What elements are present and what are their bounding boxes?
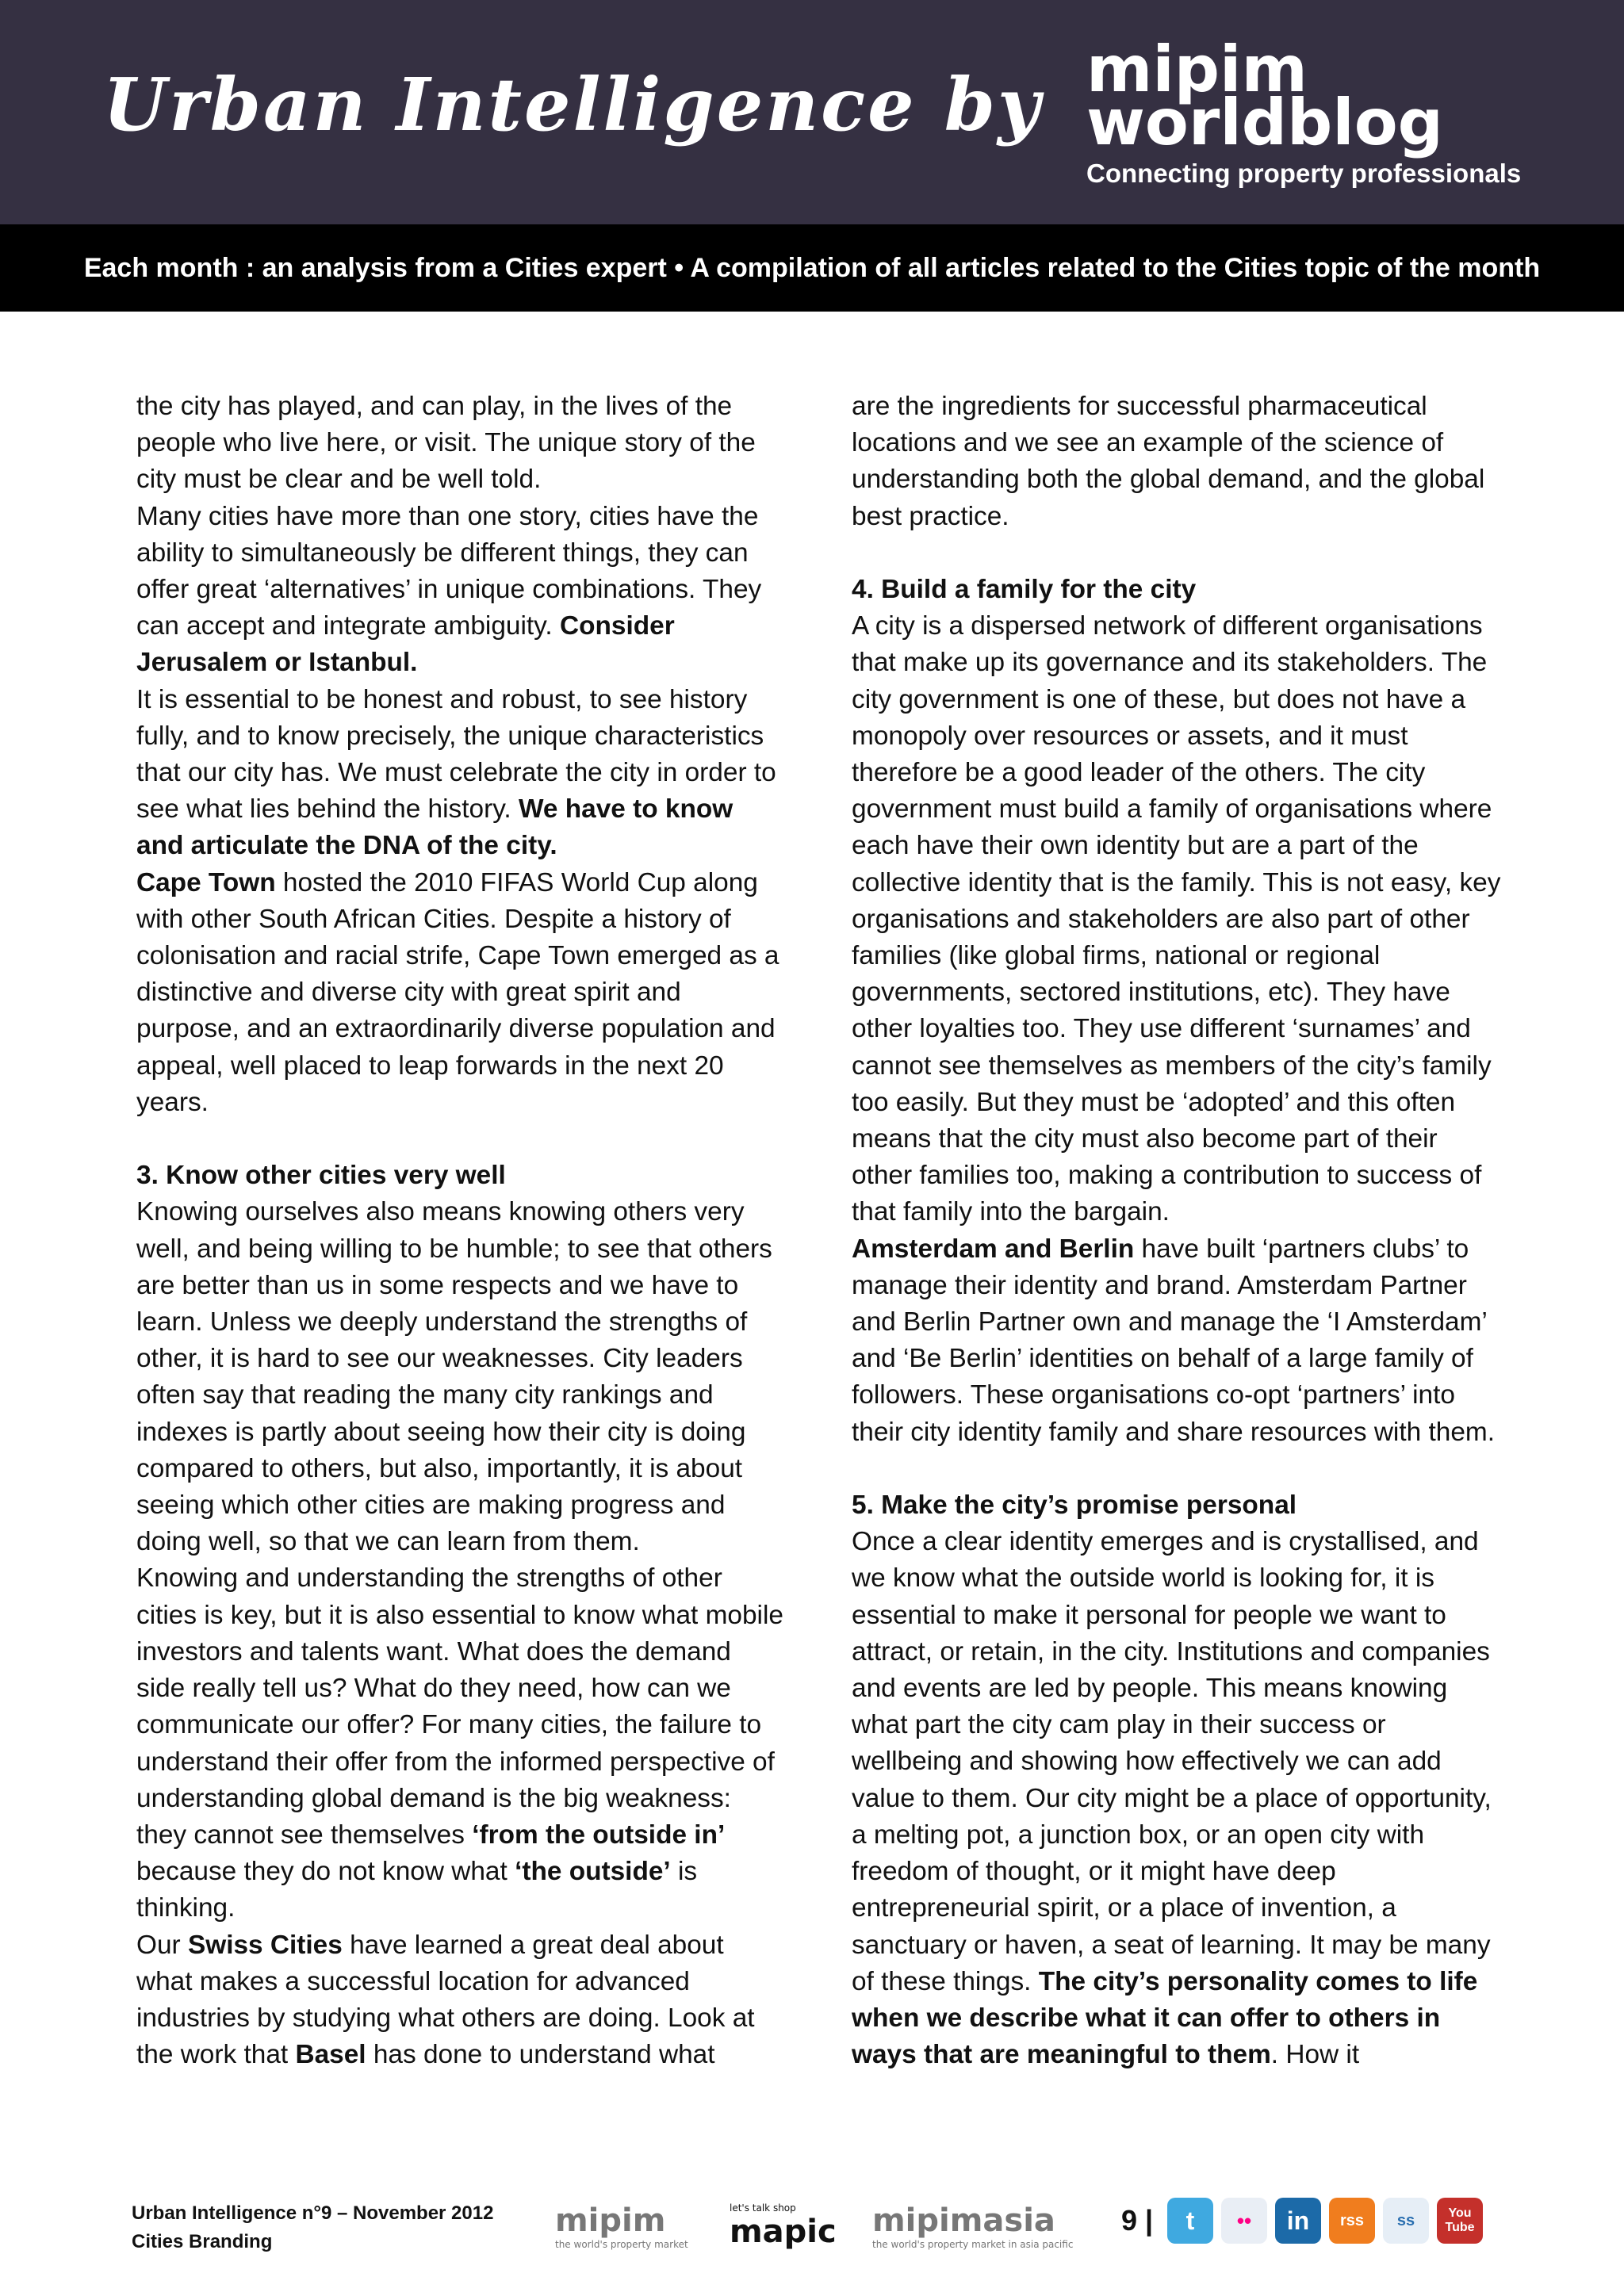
linkedin-icon[interactable]: in <box>1275 2198 1321 2244</box>
paragraph: are the ingredients for successful pharmaceutical locations and we see an example of the science of understanding both the global demand, and the global best practice. <box>852 392 1485 531</box>
paragraph: A city is a dispersed network of different organisations that make up its governance and its stakeholders. The city government is one of these, but does not have a monopoly over resources or assets, and it must therefore be a good leader of the others. The city government must build a family of organisations where each have their own identity but are a part of the collective identity that is the family. This is not easy, key organisations and stakeholders are also part of other families (like global firms, national or regional governments, sectored institutions, etc). They have other loyalties too. They use different ‘surnames’ and cannot see themselves as members of the city’s family too easily. But they must be ‘adopted’ and this often means that the city must also become part of their other families too, making a contribution to success of that family into the bargain. <box>852 611 1501 1227</box>
paragraph: Many cities have more than one story, cities have the ability to simultaneously be different things, they can offer great ‘alternatives’ in unique combinations. They can accept and integrate ambiguity. Consider Jerusalem or Istanbul. <box>136 501 762 678</box>
footer <box>0 2188 1624 2267</box>
paragraph: Amsterdam and Berlin have built ‘partners clubs’ to manage their identity and brand. Amsterdam Partner and Berlin Partner own and manage the ‘I Amsterdam’ and ‘Be Berlin’ identities on behalf of a large family of followers. These organisations co-opt ‘partners’ into their city identity family and share resources with them. <box>852 1234 1495 1447</box>
left-column <box>136 388 787 2073</box>
mipim-worldblog-logo[interactable] <box>1086 33 1522 189</box>
mipimasia-logo[interactable]: mipimasia the world's property market in asia pacific <box>872 2202 1074 2250</box>
slideshare-icon[interactable]: ss <box>1383 2198 1429 2244</box>
mapic-logo[interactable]: let's talk shop mapic <box>730 2202 837 2250</box>
rss-icon[interactable]: rss <box>1329 2198 1375 2244</box>
brand-tagline: Connecting property professionals <box>1086 159 1522 188</box>
paragraph: Knowing ourselves also means knowing others very well, and being willing to be humble; to see that others are better than us in some respects and we have to learn. Unless we deeply understand the strengths of other, it is hard to see our weaknesses. City leaders often say that reading the many city rankings and indexes is partly about seeing how their city is doing compared to others, but also, importantly, it is about seeing which other cities are making progress and doing well, so that we can learn from them. <box>136 1197 772 1557</box>
right-column <box>852 388 1502 2073</box>
section-heading-5: 5. Make the city’s promise personal <box>852 1490 1297 1521</box>
subtitle-banner: Each month : an analysis from a Cities expert • A compilation of all articles related to the Cities topic of the month <box>0 224 1624 312</box>
paragraph: Cape Town hosted the 2010 FIFAS World Cup along with other South African Cities. Despite a history of colonisation and racial strife, Cape Town emerged as a distinctive and diverse city with great spirit and purpose, and an extraordinarily diverse population and appeal, well placed to leap forwards in the next 20 years. <box>136 867 779 1117</box>
paragraph: It is essential to be honest and robust, to see history fully, and to know precisely, the unique characteristics that our city has. We must celebrate the city in order to see what lies behind the history. We have to know and articulate the DNA of the city. <box>136 684 776 861</box>
paragraph: Our Swiss Cities have learned a great deal about what makes a successful location for advanced industries by studying what others are doing. Look at the work that Basel has done to understand what <box>136 1930 755 2070</box>
paragraph: Knowing and understanding the strengths of other cities is key, but it is also essential to know what mobile investors and talents want. What does the demand side really tell us? What do they need, how can we communicate our offer? For many cities, the failure to understand their offer from the informed perspective of understanding global demand is the big weakness: they cannot see themselves ‘from the outside in’ because they do not know what ‘the outside’ is thinking. <box>136 1563 783 1923</box>
brand-line-1: mipim <box>1086 33 1308 106</box>
publication-title: Urban Intelligence by <box>103 62 1043 147</box>
header-band <box>0 0 1624 224</box>
youtube-icon[interactable]: You Tube <box>1437 2198 1483 2244</box>
twitter-icon[interactable]: t <box>1167 2198 1213 2244</box>
paragraph: Once a clear identity emerges and is crystallised, and we know what the outside world is looking for, it is essential to make it personal for people we want to attract, or retain, in the city. Institutions and companies and events are led by people. This means knowing what part the city cam play in their success or wellbeing and showing how effectively we can add value to them. Our city might be a place of opportunity, a melting pot, a junction box, or an open city with freedom of thought, or it might have deep entrepreneurial spirit, or a place of invention, a sanctuary or haven, a seat of learning. It may be many of these things. The city’s personality comes to life when we describe what it can offer to others in ways that are meaningful to them. How it <box>852 1527 1492 2070</box>
paragraph: the city has played, and can play, in the lives of the people who live here, or visit. The unique story of the city must be clear and be well told. <box>136 392 756 495</box>
footer-info <box>132 2199 493 2256</box>
section-heading-4: 4. Build a family for the city <box>852 575 1197 604</box>
brand-line-2: worldblog <box>1086 86 1443 159</box>
section-heading-3: 3. Know other cities very well <box>136 1161 506 1191</box>
page-number: 9 | <box>1121 2204 1154 2237</box>
issue-line: Urban Intelligence n°9 – November 2012 <box>132 2202 494 2224</box>
mipim-logo[interactable]: mipim the world's property market <box>555 2202 688 2250</box>
topic-line: Cities Branding <box>132 2231 273 2252</box>
flickr-icon[interactable]: •• <box>1221 2198 1267 2244</box>
